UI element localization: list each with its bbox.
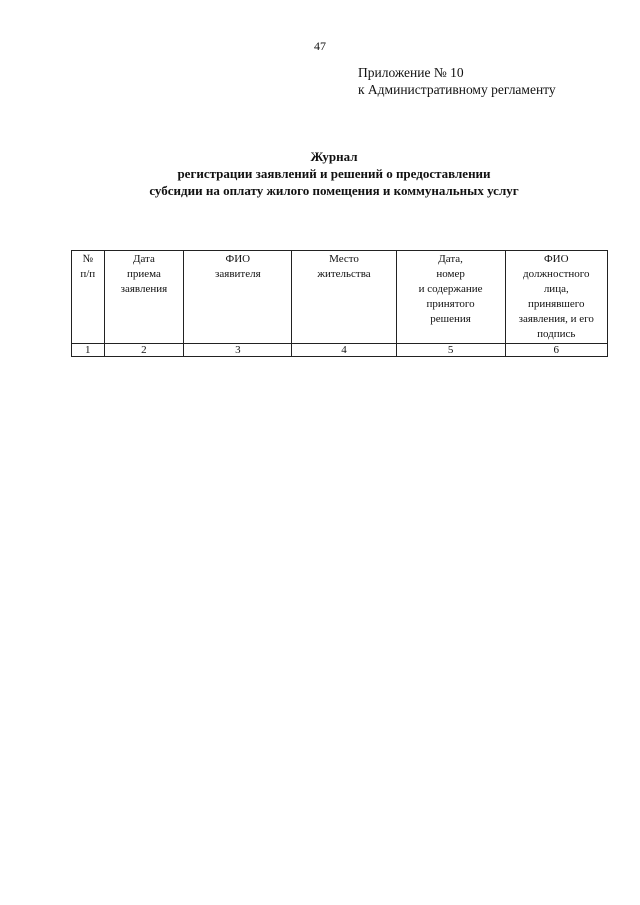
column-number-6: 6 [505,344,607,357]
document-title [0,148,640,199]
header-cell-official: ФИО должностного лица, принявшего заявления, и его подпись [505,251,607,344]
title-line-3: субсидии на оплату жилого помещения и коммунальных услуг [149,183,519,198]
column-number-2: 2 [104,344,184,357]
column-number-1: 1 [72,344,105,357]
header-cell-applicant-name: ФИО заявителя [184,251,292,344]
header-cell-decision: Дата, номер и содержание принятого решения [396,251,505,344]
header-cell-number: № п/п [72,251,105,344]
header-cell-date-received: Дата приема заявления [104,251,184,344]
appendix-line-1: Приложение № 10 [358,65,464,80]
header-cell-residence: Место жительства [292,251,396,344]
column-number-4: 4 [292,344,396,357]
appendix-reference [358,64,556,98]
column-number-5: 5 [396,344,505,357]
appendix-line-2: к Административному регламенту [358,82,556,97]
table-header-row [72,251,608,344]
title-line-1: Журнал [310,149,358,164]
journal-table [71,250,608,357]
title-line-2: регистрации заявлений и решений о предоставлении [177,166,491,181]
table-number-row [72,344,608,357]
column-number-3: 3 [184,344,292,357]
page-number: 47 [314,39,326,53]
